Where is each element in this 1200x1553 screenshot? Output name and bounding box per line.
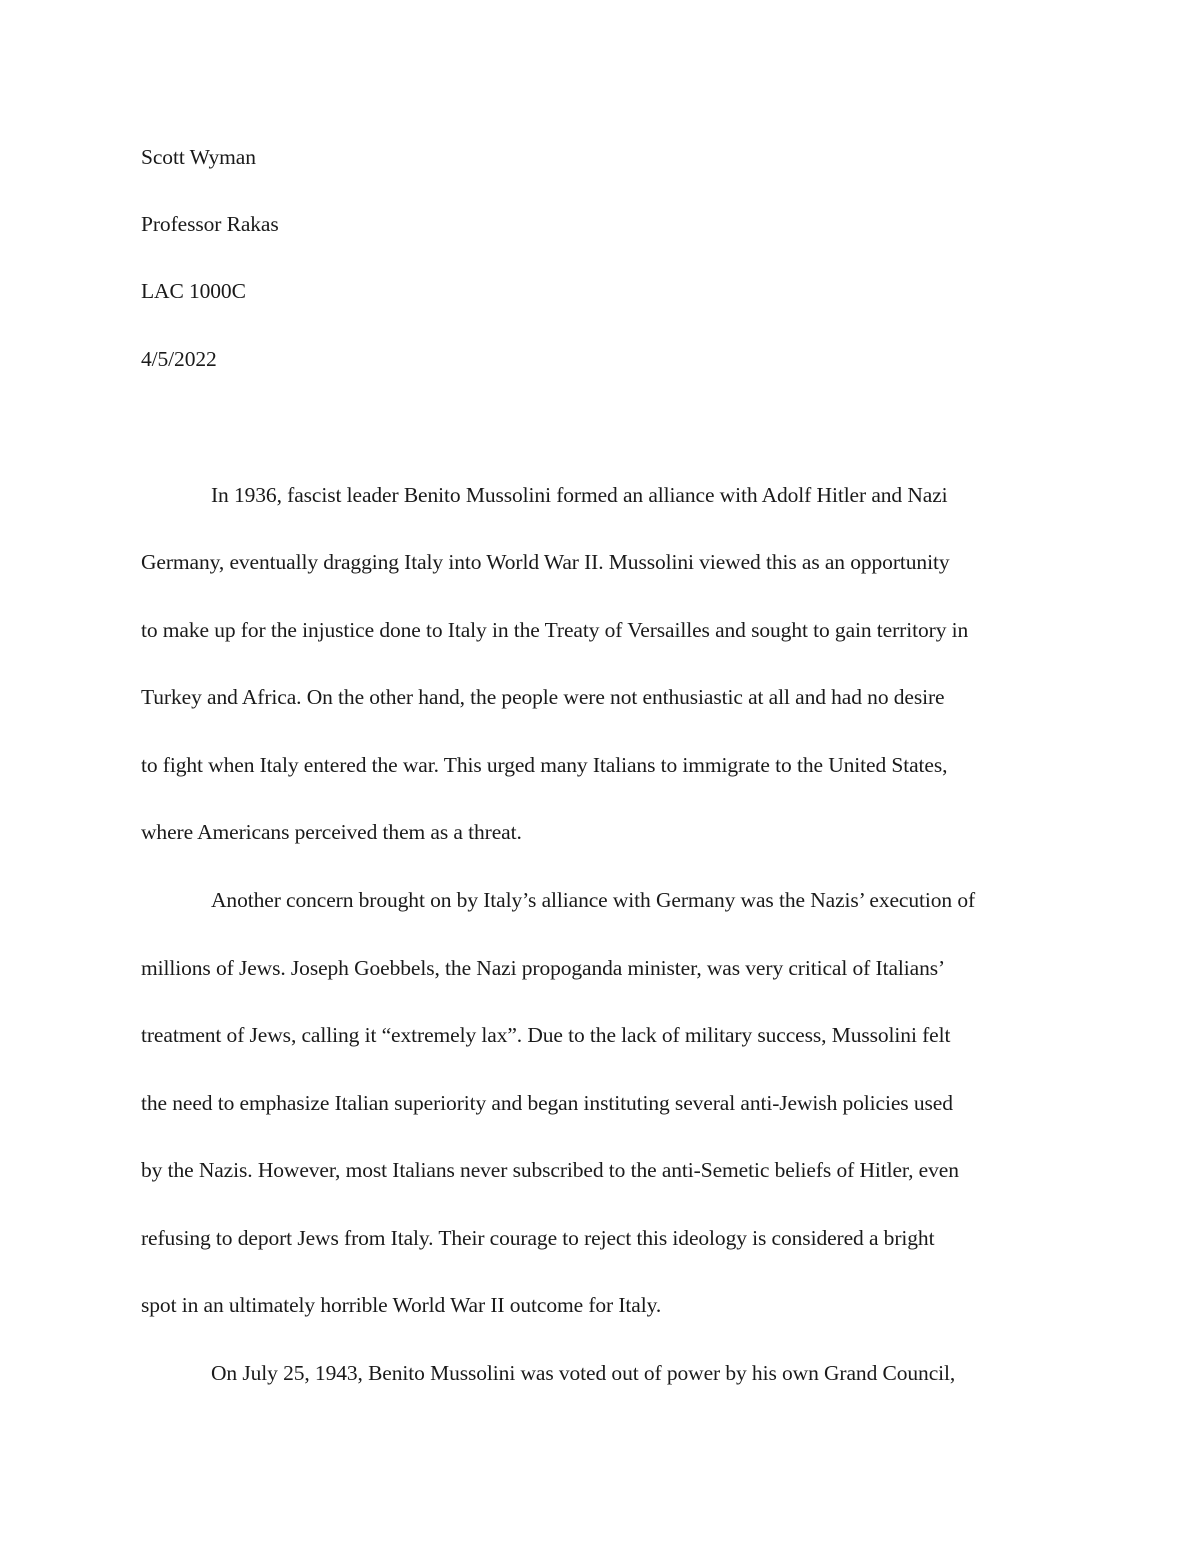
paragraph-1-line-2: Germany, eventually dragging Italy into World War II. Mussolini viewed this as an opportunity	[141, 550, 950, 574]
author-name: Scott Wyman	[141, 145, 256, 169]
paragraph-1-line-5: to fight when Italy entered the war. This urged many Italians to immigrate to the United States,	[141, 753, 948, 777]
paragraph-2-line-2: millions of Jews. Joseph Goebbels, the Nazi propoganda minister, was very critical of Italians’	[141, 956, 946, 980]
paragraph-1-line-1: In 1936, fascist leader Benito Mussolini formed an alliance with Adolf Hitler and Nazi	[211, 483, 948, 507]
paragraph-2-line-7: spot in an ultimately horrible World War II outcome for Italy.	[141, 1293, 662, 1317]
paragraph-2-line-4: the need to emphasize Italian superiority and began instituting several anti-Jewish policies used	[141, 1091, 953, 1115]
paragraph-2-line-6: refusing to deport Jews from Italy. Their courage to reject this ideology is considered a bright	[141, 1226, 935, 1250]
paragraph-3-line-1: On July 25, 1943, Benito Mussolini was voted out of power by his own Grand Council,	[211, 1361, 956, 1385]
course-code: LAC 1000C	[141, 279, 246, 303]
paragraph-1-line-3: to make up for the injustice done to Italy in the Treaty of Versailles and sought to gain territory in	[141, 618, 969, 642]
instructor-name: Professor Rakas	[141, 212, 279, 236]
paragraph-2-line-5: by the Nazis. However, most Italians never subscribed to the anti-Semetic beliefs of Hitler, even	[141, 1158, 959, 1182]
paragraph-1-line-6: where Americans perceived them as a threat.	[141, 820, 522, 844]
document-date: 4/5/2022	[141, 347, 217, 371]
paragraph-1-line-4: Turkey and Africa. On the other hand, the people were not enthusiastic at all and had no desire	[141, 685, 945, 709]
paragraph-2-line-1: Another concern brought on by Italy’s alliance with Germany was the Nazis’ execution of	[211, 888, 976, 912]
paragraph-2-line-3: treatment of Jews, calling it “extremely lax”. Due to the lack of military success, Mussolini felt	[141, 1023, 951, 1047]
